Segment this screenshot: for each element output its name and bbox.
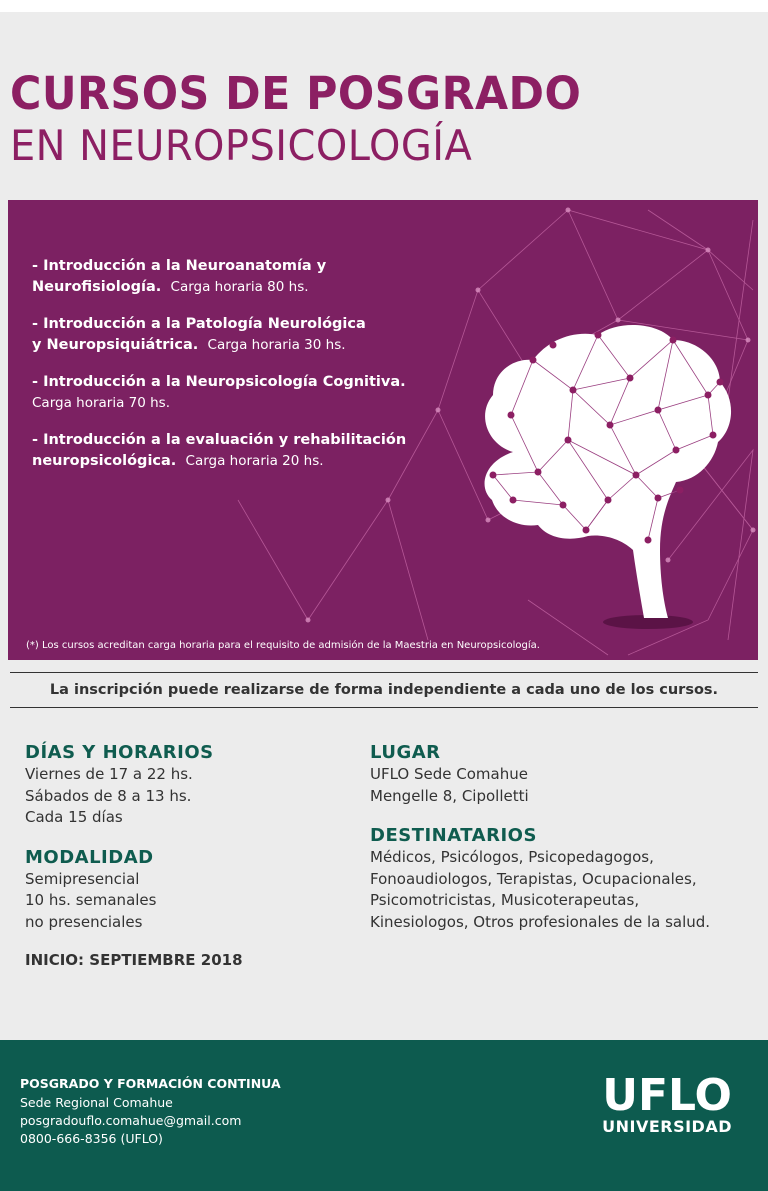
- course-item: [32, 372, 452, 414]
- course-name: - Introducción a la Neuropsicología Cognitiva.: [32, 374, 406, 390]
- modality-line: 10 hs. semanales: [25, 891, 157, 909]
- course-item: [32, 256, 452, 298]
- audience-line: Médicos, Psicólogos, Psicopedagogos,: [370, 848, 654, 866]
- course-hours: Carga horaria 20 hs.: [185, 453, 324, 469]
- modality-line: no presenciales: [25, 912, 143, 931]
- info-column-right: [370, 742, 760, 933]
- audience-title: DESTINATARIOS: [370, 825, 537, 846]
- poster-page: [0, 12, 768, 1191]
- modality-title: MODALIDAD: [25, 846, 154, 868]
- contact-phone: 0800-666-8356 (UFLO): [20, 1131, 163, 1146]
- course-name: - Introducción a la Patología Neurológica: [32, 316, 366, 332]
- audience-line: Kinesiologos, Otros profesionales de la salud.: [370, 912, 711, 931]
- contact-block: [20, 1074, 281, 1148]
- course-name-cont: neuropsicológica.: [32, 453, 177, 469]
- course-name-cont: y Neuropsiquiátrica.: [32, 337, 199, 353]
- footer-heading: POSGRADO Y FORMACIÓN CONTINUA: [20, 1076, 281, 1091]
- course-hours: Carga horaria 30 hs.: [207, 337, 346, 353]
- inscription-note: La inscripción puede realizarse de forma independiente a cada uno de los cursos.: [10, 672, 758, 708]
- contact-email: posgradouflo.comahue@gmail.com: [20, 1113, 242, 1128]
- logo-main: UFLO: [602, 1070, 732, 1121]
- course-item: [32, 314, 452, 356]
- course-list: [32, 256, 452, 488]
- course-item: [32, 430, 452, 472]
- info-column-left: [25, 742, 345, 969]
- courses-panel: [8, 200, 758, 660]
- schedule-line: Viernes de 17 a 22 hs.: [25, 765, 193, 783]
- course-name-cont: Neurofisiología.: [32, 279, 162, 295]
- uflo-logo: [602, 1070, 732, 1136]
- title-block: [10, 68, 611, 172]
- footer: [0, 1040, 768, 1191]
- course-hours: Carga horaria 80 hs.: [170, 279, 309, 295]
- place-title: LUGAR: [370, 742, 441, 763]
- place-line: Mengelle 8, Cipolletti: [370, 786, 529, 805]
- footer-line: Sede Regional Comahue: [20, 1095, 173, 1110]
- course-hours: Carga horaria 70 hs.: [32, 395, 170, 411]
- audience-line: Psicomotricistas, Musicoterapeutas,: [370, 891, 640, 909]
- schedule-title: DÍAS Y HORARIOS: [25, 742, 214, 763]
- start-date: INICIO: SEPTIEMBRE 2018: [25, 951, 243, 969]
- title-line-2: EN NEUROPSICOLOGÍA: [10, 121, 473, 170]
- course-name: - Introducción a la evaluación y rehabilitación: [32, 432, 407, 448]
- schedule-line: Cada 15 días: [25, 808, 123, 826]
- place-line: UFLO Sede Comahue: [370, 765, 528, 783]
- audience-line: Fonoaudiologos, Terapistas, Ocupacionales,: [370, 869, 697, 888]
- schedule-line: Sábados de 8 a 13 hs.: [25, 786, 192, 805]
- footnote: (*) Los cursos acreditan carga horaria para el requisito de admisión de la Maestria en Neuropsicología.: [26, 640, 540, 651]
- title-line-1: CURSOS DE POSGRADO: [10, 67, 582, 120]
- course-name: - Introducción a la Neuroanatomía y: [32, 258, 327, 274]
- modality-line: Semipresencial: [25, 869, 140, 888]
- logo-sub: UNIVERSIDAD: [602, 1117, 732, 1136]
